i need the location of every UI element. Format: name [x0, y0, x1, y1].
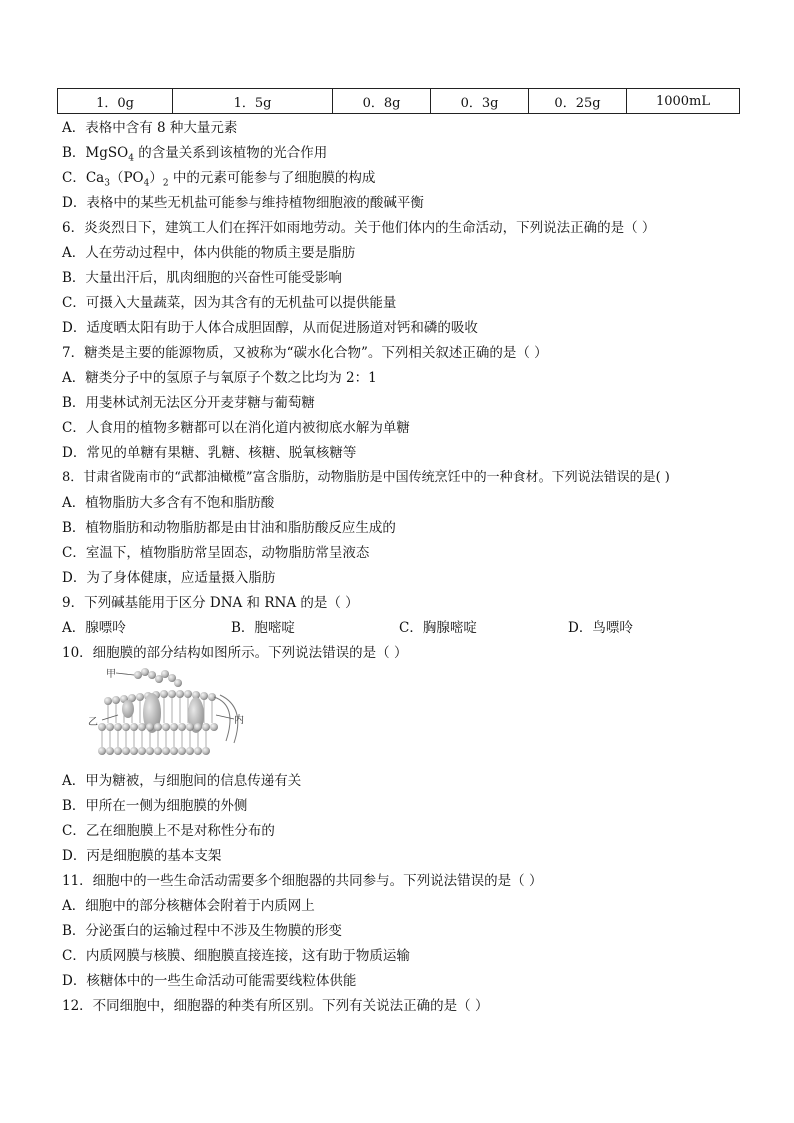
q7-option-a: A．糖类分子中的氢原子与氧原子个数之比均为 2：1: [62, 370, 377, 386]
q5-option-d: D．表格中的某些无机盐可能参与维持植物细胞液的酸碱平衡: [62, 195, 424, 211]
q8-option-a: A．植物脂肪大多含有不饱和脂肪酸: [62, 495, 275, 511]
q5-c-subscript-1: 3: [104, 178, 110, 189]
q9-stem: 9．下列碱基能用于区分 DNA 和 RNA 的是（ ）: [62, 595, 359, 611]
table-cell: 1000mL: [627, 89, 740, 114]
label-yi: 乙: [88, 717, 98, 728]
nutrient-table: [57, 88, 740, 114]
q12-stem: 12．不同细胞中，细胞器的种类有所区别。下列有关说法正确的是（ ）: [62, 998, 489, 1014]
q10-option-b: B．甲所在一侧为细胞膜的外侧: [62, 798, 248, 814]
table-cell: 1．5g: [173, 89, 333, 114]
q5-c-text: C．Ca: [62, 170, 105, 186]
q10-stem: 10．细胞膜的部分结构如图所示。下列说法错误的是（ ）: [62, 645, 408, 661]
q6-option-b: B．大量出汗后，肌肉细胞的兴奋性可能受影响: [62, 270, 342, 286]
q8-stem: 8．甘肃省陇南市的“武都油橄榄”富含脂肪，动物脂肪是中国传统烹饪中的一种食材。下列说法错误的是( ): [62, 470, 670, 485]
q9-option-c: C．胸腺嘧啶: [399, 620, 477, 636]
q5-b-subscript: 4: [128, 153, 134, 164]
cell-membrane-illustration: [88, 665, 248, 765]
q11-option-d: D．核糖体中的一些生命活动可能需要线粒体供能: [62, 973, 357, 989]
q7-stem: 7．糖类是主要的能源物质，又被称为“碳水化合物”。下列相关叙述正确的是（ ）: [62, 345, 548, 361]
q5-b-text: B．MgSO: [62, 145, 129, 161]
q10-option-c: C．乙在细胞膜上不是对称性分布的: [62, 823, 275, 839]
table-row: [58, 89, 740, 114]
glycocalyx-chain: [134, 668, 182, 687]
q7-option-b: B．用斐林试剂无法区分开麦芽糖与葡萄糖: [62, 395, 315, 411]
q9-option-d: D．鸟嘌呤: [568, 620, 633, 636]
q11-option-c: C．内质网膜与核膜、细胞膜直接连接，这有助于物质运输: [62, 948, 410, 964]
q8-option-c: C．室温下，植物脂肪常呈固态，动物脂肪常呈液态: [62, 545, 370, 561]
q10-option-d: D．丙是细胞膜的基本支架: [62, 848, 222, 864]
q10-option-a: A．甲为糖被，与细胞间的信息传递有关: [62, 773, 302, 789]
q11-option-a: A．细胞中的部分核糖体会附着于内质网上: [62, 898, 315, 914]
q5-option-a: A．表格中含有 8 种大量元素: [62, 120, 238, 136]
q5-c-text-3: ）: [149, 170, 163, 186]
label-nei: 内: [234, 715, 244, 726]
q7-option-c: C．人食用的植物多糖都可以在消化道内被彻底水解为单糖: [62, 420, 410, 436]
q5-c-subscript-2: 4: [143, 178, 150, 189]
q5-b-text-2: 的含量关系到该植物的光合作用: [133, 145, 328, 161]
lower-lipid-heads: [98, 723, 218, 731]
q5-option-b: [62, 144, 327, 168]
table-cell: 0．3g: [431, 89, 529, 114]
q9-option-a: A．腺嘌呤: [62, 620, 126, 636]
q8-option-b: B．植物脂肪和动物脂肪都是由甘油和脂肪酸反应生成的: [62, 520, 396, 536]
q8-option-d: D．为了身体健康，应适量摄入脂肪: [62, 570, 276, 586]
label-jia: 甲: [106, 669, 116, 680]
q5-c-text-4: 中的元素可能参与了细胞膜的构成: [168, 170, 376, 186]
q7-option-d: D．常见的单糖有果糖、乳糖、核糖、脱氧核糖等: [62, 445, 357, 461]
q5-option-c: [62, 169, 375, 193]
q6-stem: 6．炎炎烈日下，建筑工人们在挥汗如雨地劳动。关于他们体内的生命活动，下列说法正确的是（ ）: [62, 220, 656, 236]
q6-option-d: D．适度晒太阳有助于人体合成胆固醇，从而促进肠道对钙和磷的吸收: [62, 320, 478, 336]
bottom-lipid-heads: [98, 747, 210, 755]
cell-membrane-diagram: [88, 665, 248, 765]
q5-c-subscript-3: 2: [162, 178, 169, 189]
peripheral-protein: [122, 700, 134, 718]
q9-option-b: B．胞嘧啶: [231, 620, 295, 636]
q11-stem: 11．细胞中的一些生命活动需要多个细胞器的共同参与。下列说法错误的是（ ）: [62, 873, 543, 889]
table-cell: 0．25g: [529, 89, 627, 114]
q6-option-a: A．人在劳动过程中，体内供能的物质主要是脂肪: [62, 245, 356, 261]
q5-c-text-2: （PO: [109, 170, 144, 186]
table-cell: 1．0g: [58, 89, 173, 114]
q11-option-b: B．分泌蛋白的运输过程中不涉及生物膜的形变: [62, 923, 342, 939]
q6-option-c: C．可摄入大量蔬菜，因为其含有的无机盐可以提供能量: [62, 295, 397, 311]
table-cell: 0．8g: [333, 89, 431, 114]
